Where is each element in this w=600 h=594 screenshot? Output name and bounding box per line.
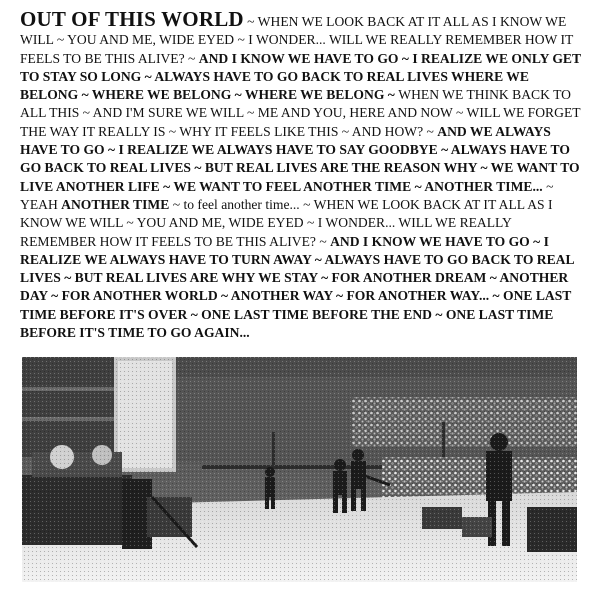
lyric-segment-lowercase: ~ to feel another time...: [169, 196, 300, 212]
lyric-segment: ~ WHEN WE LOOK BACK AT IT ALL AS I KNOW WE WILL ~ YOU AND ME, WIDE EYED ~ I WONDER... WILL WE REALLY REMEMBER HOW IT FEELS TO BE THIS ALIVE? ~: [20, 196, 553, 249]
lyric-segment: ~ YEAH: [20, 178, 554, 212]
lyric-segment: ~ WHEN WE LOOK BACK AT IT ALL AS I KNOW WE WILL ~ YOU AND ME, WIDE EYED ~ I WONDER... WILL WE REALLY REMEMBER HOW IT FEELS TO BE THIS ALIVE? ~: [20, 14, 574, 66]
lyric-segment: WHEN WE THINK BACK TO ALL THIS ~ AND I'M SURE WE WILL ~ ME AND YOU, HERE AND NOW ~ WILL WE FORGET THE WAY IT REALLY IS ~ WHY IT FEELS LIKE THIS ~ AND HOW? ~: [20, 87, 581, 139]
lyrics-text: [20, 7, 584, 342]
lyric-segment-bold: AND WE ALWAYS HAVE TO GO ~ I REALIZE WE ALWAYS HAVE TO SAY GOODBYE ~ ALWAYS HAVE TO GO BACK TO REAL LIVES ~ BUT REAL LIVES ARE THE REASON WHY ~ WE WANT TO LIVE ANOTHER LIFE ~ WE WANT TO FEEL ANOTHER TIME ~ ANOTHER TIME...: [20, 123, 580, 194]
lyric-segment-bold: AND I KNOW WE HAVE TO GO ~ I REALIZE WE ONLY GET TO STAY SO LONG ~ ALWAYS HAVE TO GO BACK TO REAL LIVES WHERE WE BELONG ~ WHERE WE BELONG ~ WHERE WE BELONG ~: [20, 50, 581, 103]
lyric-segment-bold: ANOTHER TIME: [61, 196, 170, 212]
lyric-segment-bold: AND I KNOW WE HAVE TO GO ~ I REALIZE WE ALWAYS HAVE TO TURN AWAY ~ ALWAYS HAVE TO GO BACK TO REAL LIVES ~ BUT REAL LIVES ARE WHY WE STAY ~ FOR ANOTHER DREAM ~ ANOTHER DAY ~ FOR ANOTHER WORLD ~ ANOTHER WAY ~ FOR ANOTHER WAY... ~ ONE LAST TIME BEFORE IT'S OVER ~ ONE LAST TIME BEFORE THE END ~ ONE LAST TIME BEFORE IT'S TIME TO GO AGAIN...: [20, 233, 574, 341]
song-title: OUT OF THIS WORLD: [20, 7, 244, 31]
concert-stage-photo: [22, 357, 577, 582]
